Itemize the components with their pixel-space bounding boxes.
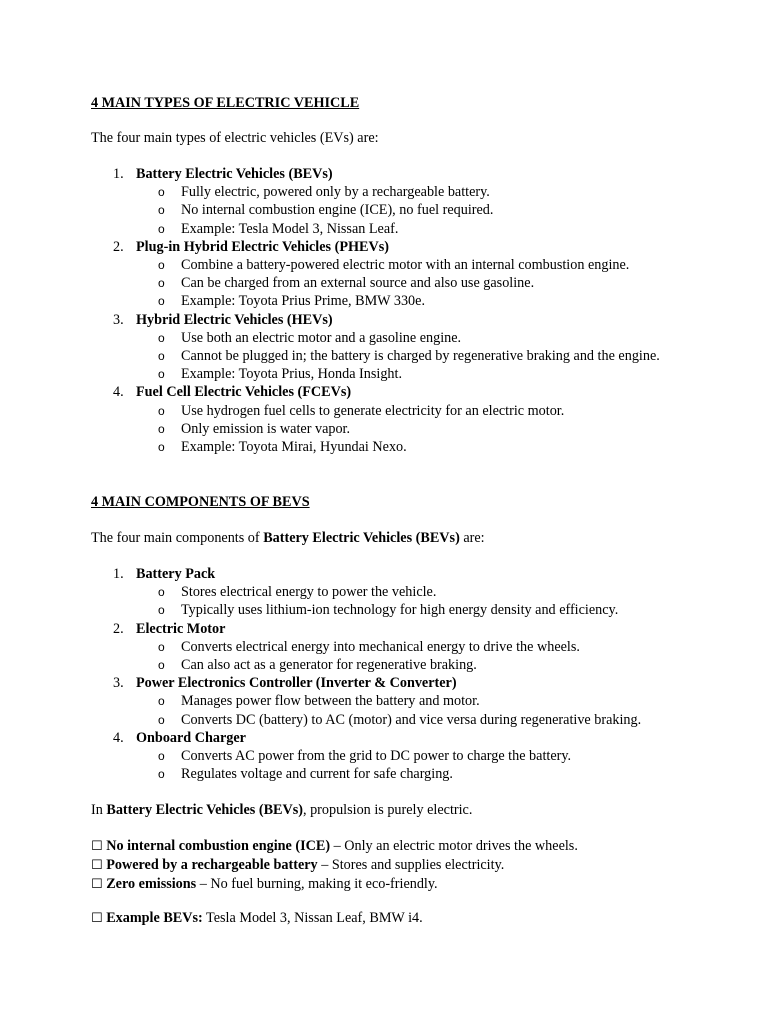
list-item-title: Battery Electric Vehicles (BEVs)	[136, 166, 333, 182]
intro-types: The four main types of electric vehicles (EVs) are:	[91, 130, 379, 146]
sub-item	[91, 274, 691, 292]
sub-item-text: Stores electrical energy to power the vehicle.	[181, 584, 437, 601]
list-item-title: Battery Pack	[136, 566, 216, 582]
sub-item-text: Can also act as a generator for regenerative braking.	[181, 657, 477, 674]
feature-text: – Only an electric motor drives the wheels.	[330, 838, 578, 854]
bullet-icon: o	[158, 403, 165, 418]
sub-item-text: Fully electric, powered only by a rechargeable battery.	[181, 184, 490, 201]
sub-item-text: Example: Toyota Prius Prime, BMW 330e.	[181, 293, 425, 310]
bullet-icon: o	[158, 767, 165, 782]
list-item-title: Hybrid Electric Vehicles (HEVs)	[136, 311, 333, 328]
list-number: 1.	[113, 166, 124, 182]
bullet-icon: o	[158, 330, 165, 345]
sub-item	[91, 365, 691, 383]
propulsion-bold: Battery Electric Vehicles (BEVs)	[106, 802, 303, 818]
sub-item	[91, 256, 691, 274]
sub-item-text: No internal combustion engine (ICE), no fuel required.	[181, 202, 494, 219]
bullet-icon: o	[158, 276, 165, 291]
section-heading-types: 4 MAIN TYPES OF ELECTRIC VEHICLE	[91, 95, 360, 111]
sub-item	[91, 220, 691, 238]
sub-item	[91, 747, 691, 765]
bullet-icon: o	[158, 694, 165, 709]
propulsion-text: In	[91, 802, 107, 818]
example-line	[91, 909, 691, 928]
bullet-icon: o	[158, 294, 165, 309]
feature-bold: No internal combustion engine (ICE)	[106, 838, 331, 854]
feature-line	[91, 856, 691, 875]
feature-list	[91, 837, 691, 895]
section-heading-components: 4 MAIN COMPONENTS OF BEVS	[91, 494, 310, 510]
feature-line	[91, 837, 691, 856]
list-item	[91, 674, 691, 692]
list-item-title: Electric Motor	[136, 620, 226, 637]
intro-text: The four main components of	[91, 530, 264, 546]
sub-item-text: Converts electrical energy into mechanical energy to drive the wheels.	[181, 638, 580, 655]
bullet-icon: o	[158, 712, 165, 727]
list-number: 2.	[113, 238, 124, 255]
types-list	[91, 165, 691, 456]
bullet-icon: o	[158, 440, 165, 455]
list-item	[91, 383, 691, 401]
list-number: 3.	[113, 311, 124, 328]
bullet-icon: o	[158, 603, 165, 618]
sub-item	[91, 692, 691, 710]
sub-item	[91, 638, 691, 656]
sub-item-text: Example: Tesla Model 3, Nissan Leaf.	[181, 220, 399, 237]
list-item	[91, 238, 691, 256]
sub-item-text: Can be charged from an external source and also use gasoline.	[181, 275, 535, 292]
sub-item	[91, 420, 691, 438]
sub-item-text: Typically uses lithium-ion technology for high energy density and efficiency.	[181, 602, 619, 619]
propulsion-paragraph	[91, 801, 691, 819]
example-bold: Example BEVs:	[106, 910, 203, 926]
list-number: 4.	[113, 729, 124, 746]
sub-item	[91, 765, 691, 783]
list-item-title: Onboard Charger	[136, 729, 246, 746]
sub-item	[91, 438, 691, 456]
sub-item-text: Use hydrogen fuel cells to generate electricity for an electric motor.	[181, 402, 565, 419]
sub-item	[91, 656, 691, 674]
sub-item-text: Example: Toyota Mirai, Hyundai Nexo.	[181, 439, 407, 456]
bullet-icon: o	[158, 367, 165, 382]
check-icon: ☐	[91, 911, 103, 926]
list-item	[91, 729, 691, 747]
intro-text: are:	[459, 530, 485, 546]
list-number: 4.	[113, 384, 124, 401]
feature-text: – Stores and supplies electricity.	[317, 857, 505, 874]
example-text: Tesla Model 3, Nissan Leaf, BMW i4.	[202, 910, 423, 926]
list-item-title: Power Electronics Controller (Inverter & Converter)	[136, 675, 457, 692]
sub-item-text: Manages power flow between the battery and motor.	[181, 693, 480, 710]
bullet-icon: o	[158, 349, 165, 364]
sub-item	[91, 711, 691, 729]
feature-bold: Powered by a rechargeable battery	[106, 857, 318, 874]
check-icon: ☐	[91, 877, 103, 893]
sub-item	[91, 329, 691, 347]
components-list	[91, 565, 691, 783]
check-icon: ☐	[91, 858, 103, 874]
feature-text: – No fuel burning, making it eco-friendly.	[196, 876, 438, 893]
sub-item	[91, 601, 691, 619]
sub-item-text: Example: Toyota Prius, Honda Insight.	[181, 366, 402, 383]
sub-item	[91, 292, 691, 310]
feature-bold: Zero emissions	[106, 876, 197, 893]
bullet-icon: o	[158, 749, 165, 764]
sub-item-text: Converts AC power from the grid to DC power to charge the battery.	[181, 748, 572, 765]
sub-item-text: Use both an electric motor and a gasoline engine.	[181, 329, 462, 346]
sub-item	[91, 201, 691, 219]
bullet-icon: o	[158, 639, 165, 654]
bullet-icon: o	[158, 203, 165, 218]
list-item-title: Plug-in Hybrid Electric Vehicles (PHEVs)	[136, 238, 389, 255]
sub-item	[91, 183, 691, 201]
intro-components	[91, 529, 691, 547]
sub-item	[91, 347, 691, 365]
list-item	[91, 311, 691, 329]
sub-item-text: Cannot be plugged in; the battery is charged by regenerative braking and the engine.	[181, 348, 660, 365]
bullet-icon: o	[158, 658, 165, 673]
list-item	[91, 165, 691, 183]
bullet-icon: o	[158, 258, 165, 273]
intro-bold: Battery Electric Vehicles (BEVs)	[263, 530, 460, 546]
sub-item	[91, 583, 691, 601]
sub-item-text: Converts DC (battery) to AC (motor) and vice versa during regenerative braking.	[181, 711, 642, 728]
sub-item-text: Only emission is water vapor.	[181, 420, 351, 437]
propulsion-text: , propulsion is purely electric.	[302, 802, 473, 818]
list-item-title: Fuel Cell Electric Vehicles (FCEVs)	[136, 384, 352, 401]
bullet-icon: o	[158, 221, 165, 236]
bullet-icon: o	[158, 585, 165, 600]
list-item	[91, 620, 691, 638]
sub-item-text: Regulates voltage and current for safe charging.	[181, 766, 453, 783]
sub-item	[91, 402, 691, 420]
list-item	[91, 565, 691, 583]
feature-line	[91, 875, 691, 894]
bullet-icon: o	[158, 185, 165, 200]
list-number: 2.	[113, 620, 124, 637]
bullet-icon: o	[158, 421, 165, 436]
list-number: 1.	[113, 566, 124, 582]
sub-item-text: Combine a battery-powered electric motor with an internal combustion engine.	[181, 257, 630, 274]
check-icon: ☐	[91, 839, 103, 854]
list-number: 3.	[113, 675, 124, 692]
